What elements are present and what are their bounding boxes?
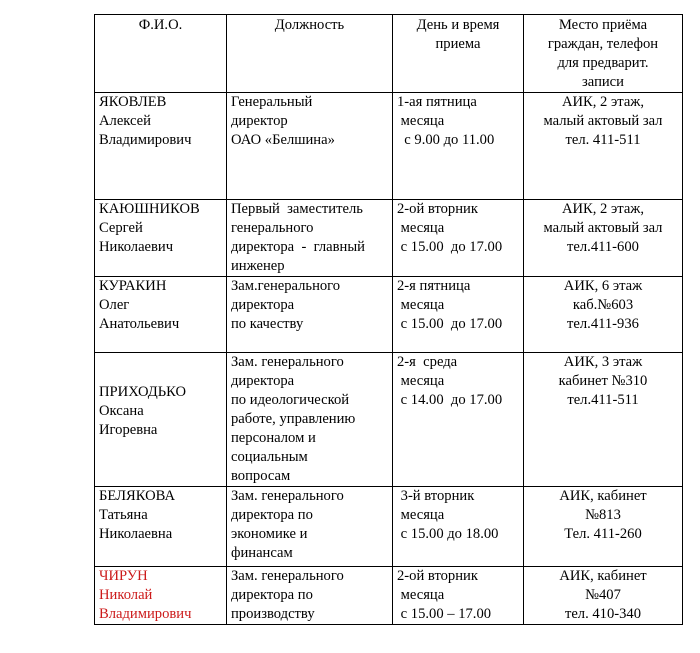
header-fio: Ф.И.О. — [95, 15, 227, 93]
reception-schedule-table — [94, 14, 683, 625]
cell-place: АИК, 6 этаж каб.№603 тел.411-936 — [524, 277, 683, 353]
cell-place: АИК, кабинет №407 тел. 410-340 — [524, 567, 683, 625]
cell-place: АИК, 2 этаж, малый актовый зал тел.411-600 — [524, 200, 683, 277]
header-row — [95, 15, 683, 93]
cell-place: АИК, 2 этаж, малый актовый зал тел. 411-511 — [524, 93, 683, 200]
header-place: Место приёма граждан, телефон для предварит. записи — [524, 15, 683, 93]
cell-schedule: 2-ой вторник месяца с 15.00 до 17.00 — [393, 200, 524, 277]
table-row — [95, 200, 683, 277]
header-position: Должность — [227, 15, 393, 93]
table-row — [95, 567, 683, 625]
header-schedule: День и время приема — [393, 15, 524, 93]
cell-position: Генеральный директор ОАО «Белшина» — [227, 93, 393, 200]
table-row — [95, 277, 683, 353]
cell-schedule: 2-ой вторник месяца с 15.00 – 17.00 — [393, 567, 524, 625]
cell-name: ПРИХОДЬКО Оксана Игоревна — [95, 353, 227, 487]
cell-name: БЕЛЯКОВА Татьяна Николаевна — [95, 487, 227, 567]
cell-name: КАЮШНИКОВ Сергей Николаевич — [95, 200, 227, 277]
cell-position: Зам. генерального директора по идеологической работе, управлению персоналом и социальным вопросам — [227, 353, 393, 487]
cell-position: Первый заместитель генерального директора - главный инженер — [227, 200, 393, 277]
cell-schedule: 1-ая пятница месяца с 9.00 до 11.00 — [393, 93, 524, 200]
cell-place: АИК, кабинет №813 Тел. 411-260 — [524, 487, 683, 567]
cell-name: КУРАКИН Олег Анатольевич — [95, 277, 227, 353]
table-row — [95, 487, 683, 567]
cell-position: Зам. генерального директора по производству — [227, 567, 393, 625]
cell-name: ЯКОВЛЕВ Алексей Владимирович — [95, 93, 227, 200]
cell-position: Зам.генерального директора по качеству — [227, 277, 393, 353]
cell-position: Зам. генерального директора по экономике и финансам — [227, 487, 393, 567]
cell-name: ЧИРУН Николай Владимирович — [95, 567, 227, 625]
cell-schedule: 3-й вторник месяца с 15.00 до 18.00 — [393, 487, 524, 567]
cell-schedule: 2-я пятница месяца с 15.00 до 17.00 — [393, 277, 524, 353]
table-row — [95, 93, 683, 200]
cell-place: АИК, 3 этаж кабинет №310 тел.411-511 — [524, 353, 683, 487]
table-row — [95, 353, 683, 487]
cell-schedule: 2-я среда месяца с 14.00 до 17.00 — [393, 353, 524, 487]
